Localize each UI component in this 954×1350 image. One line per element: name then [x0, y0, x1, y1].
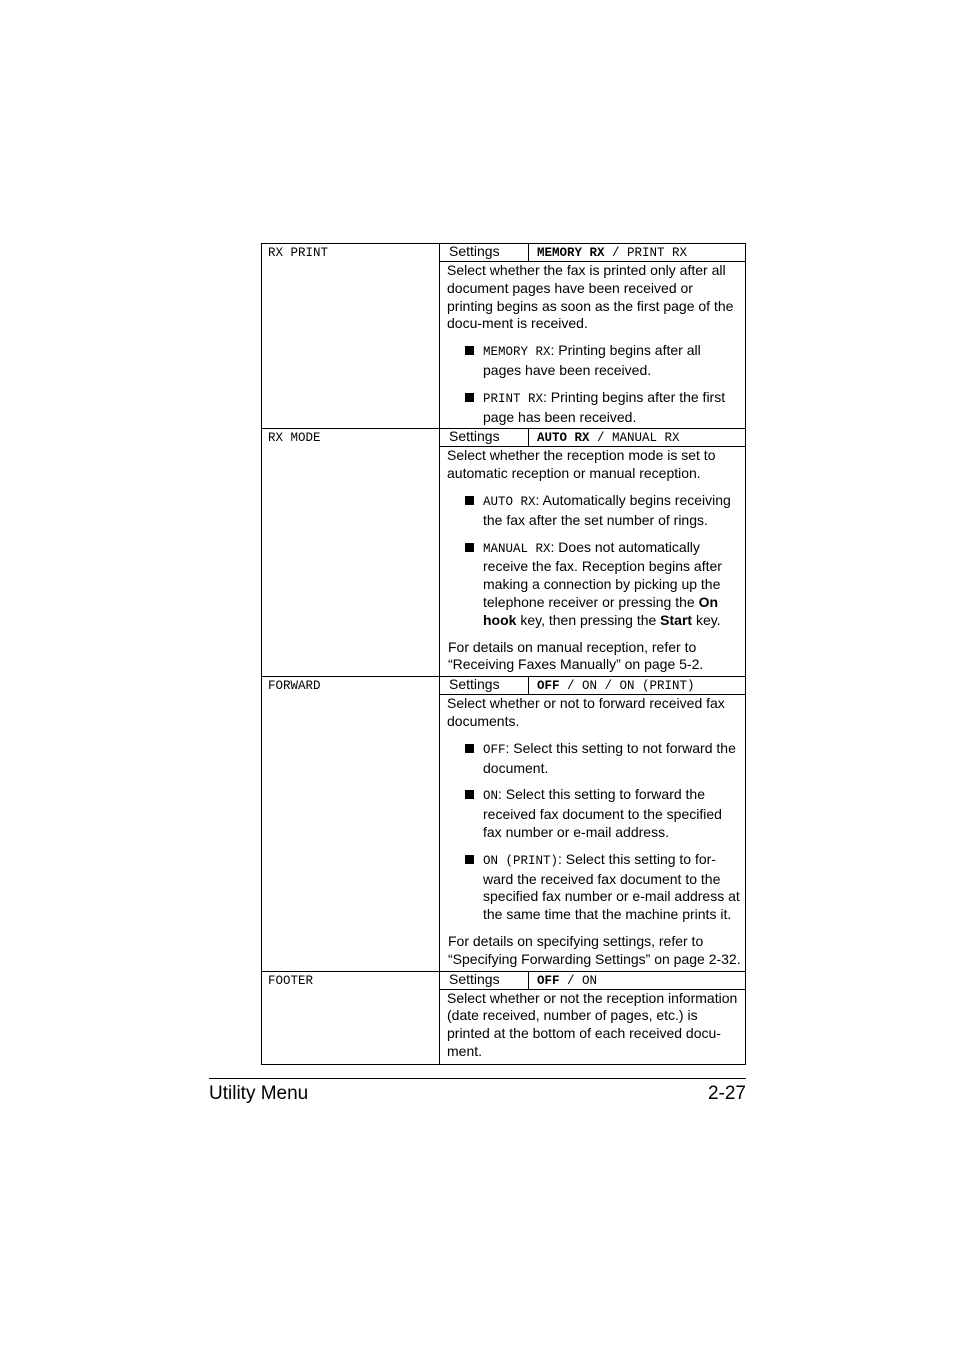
option-text: : Select this setting to forward the received fax document to the specified fax number or e-mail address. [483, 786, 722, 840]
option-list [447, 492, 741, 630]
description-text: Select whether or not to forward received fax documents. [447, 695, 725, 729]
option-list [447, 740, 741, 924]
option-term: AUTO RX [483, 494, 536, 509]
description-cell [440, 447, 746, 677]
option-text: key. [692, 611, 721, 628]
table-row [262, 429, 746, 447]
description-text: Select whether or not the reception information (date received, number of pages, etc.) is printed at the bottom of each received docu-ment. [447, 989, 738, 1059]
settings-label: Settings [440, 429, 529, 447]
option-term: MANUAL RX [483, 541, 551, 556]
option-term: OFF [483, 742, 506, 757]
default-option: OFF [537, 973, 560, 988]
settings-options [529, 244, 746, 262]
key-name-on-hook: On hook [483, 593, 719, 628]
default-option: OFF [537, 679, 560, 694]
list-item [465, 786, 741, 841]
option-text: : Select this setting to for-ward the received fax document to the specified fax number or e-mail address at the same time that the machine prints it. [483, 850, 740, 923]
option-text: : Printing begins after all pages have been received. [483, 342, 701, 378]
setting-name: FORWARD [268, 679, 321, 694]
description-cell [440, 989, 746, 1064]
setting-name-cell [262, 244, 440, 429]
table-row [262, 244, 746, 262]
settings-label: Settings [440, 971, 529, 989]
setting-name: RX MODE [268, 431, 321, 446]
list-item [465, 851, 741, 924]
option-term: MEMORY RX [483, 345, 551, 360]
setting-name: RX PRINT [268, 246, 329, 260]
setting-name-cell [262, 677, 440, 971]
list-item [465, 389, 741, 427]
option-text: key, then pressing the [516, 611, 661, 628]
table-row [262, 677, 746, 695]
other-options: / ON / ON (PRINT) [559, 679, 695, 694]
option-list [447, 342, 741, 426]
default-option: MEMORY RX [537, 246, 605, 260]
reference-note: For details on specifying settings, refer to “Specifying Forwarding Settings” on page 2-32. [448, 932, 741, 967]
description-cell [440, 262, 746, 429]
option-text: : Automatically begins receiving the fax after the set number of rings. [483, 491, 731, 528]
other-options: / MANUAL RX [589, 431, 680, 446]
other-options: / ON [559, 973, 598, 988]
footer-divider [209, 1078, 746, 1079]
setting-name-cell [262, 971, 440, 1064]
list-item [465, 740, 741, 778]
list-item [465, 539, 741, 630]
option-text: : Select this setting to not forward the document. [483, 739, 736, 776]
description-text: Select whether the reception mode is set to automatic reception or manual reception. [447, 447, 716, 482]
option-term: ON [483, 789, 499, 804]
description-cell [440, 695, 746, 971]
setting-name-cell [262, 429, 440, 677]
list-item [465, 492, 741, 530]
option-term: PRINT RX [483, 391, 544, 406]
reference-note: For details on manual reception, refer to “Receiving Faxes Manually” on page 5-2. [448, 638, 704, 673]
settings-label: Settings [440, 244, 529, 262]
option-text: : Printing begins after the first page has been received. [483, 388, 726, 425]
other-options: / PRINT RX [604, 246, 688, 260]
option-text: : Does not automatically receive the fax. Reception begins after making a connection by picking up the telephone receiver or pressing the [483, 538, 722, 610]
list-item [465, 342, 741, 380]
settings-options [529, 677, 746, 695]
option-term: ON (PRINT) [483, 853, 559, 868]
key-name-start: Start [660, 611, 693, 628]
table-row [262, 971, 746, 989]
setting-name: FOOTER [268, 973, 314, 988]
footer-page-number: 2-27 [707, 1083, 746, 1104]
default-option: AUTO RX [537, 431, 590, 446]
settings-options [529, 971, 746, 989]
settings-label: Settings [440, 677, 529, 695]
settings-options [529, 429, 746, 447]
description-text: Select whether the fax is printed only after all document pages have been received or printing begins as soon as the first page of the docu-ment is received. [447, 262, 734, 332]
footer-section-title: Utility Menu [209, 1083, 309, 1104]
utility-menu-table [261, 243, 746, 1065]
